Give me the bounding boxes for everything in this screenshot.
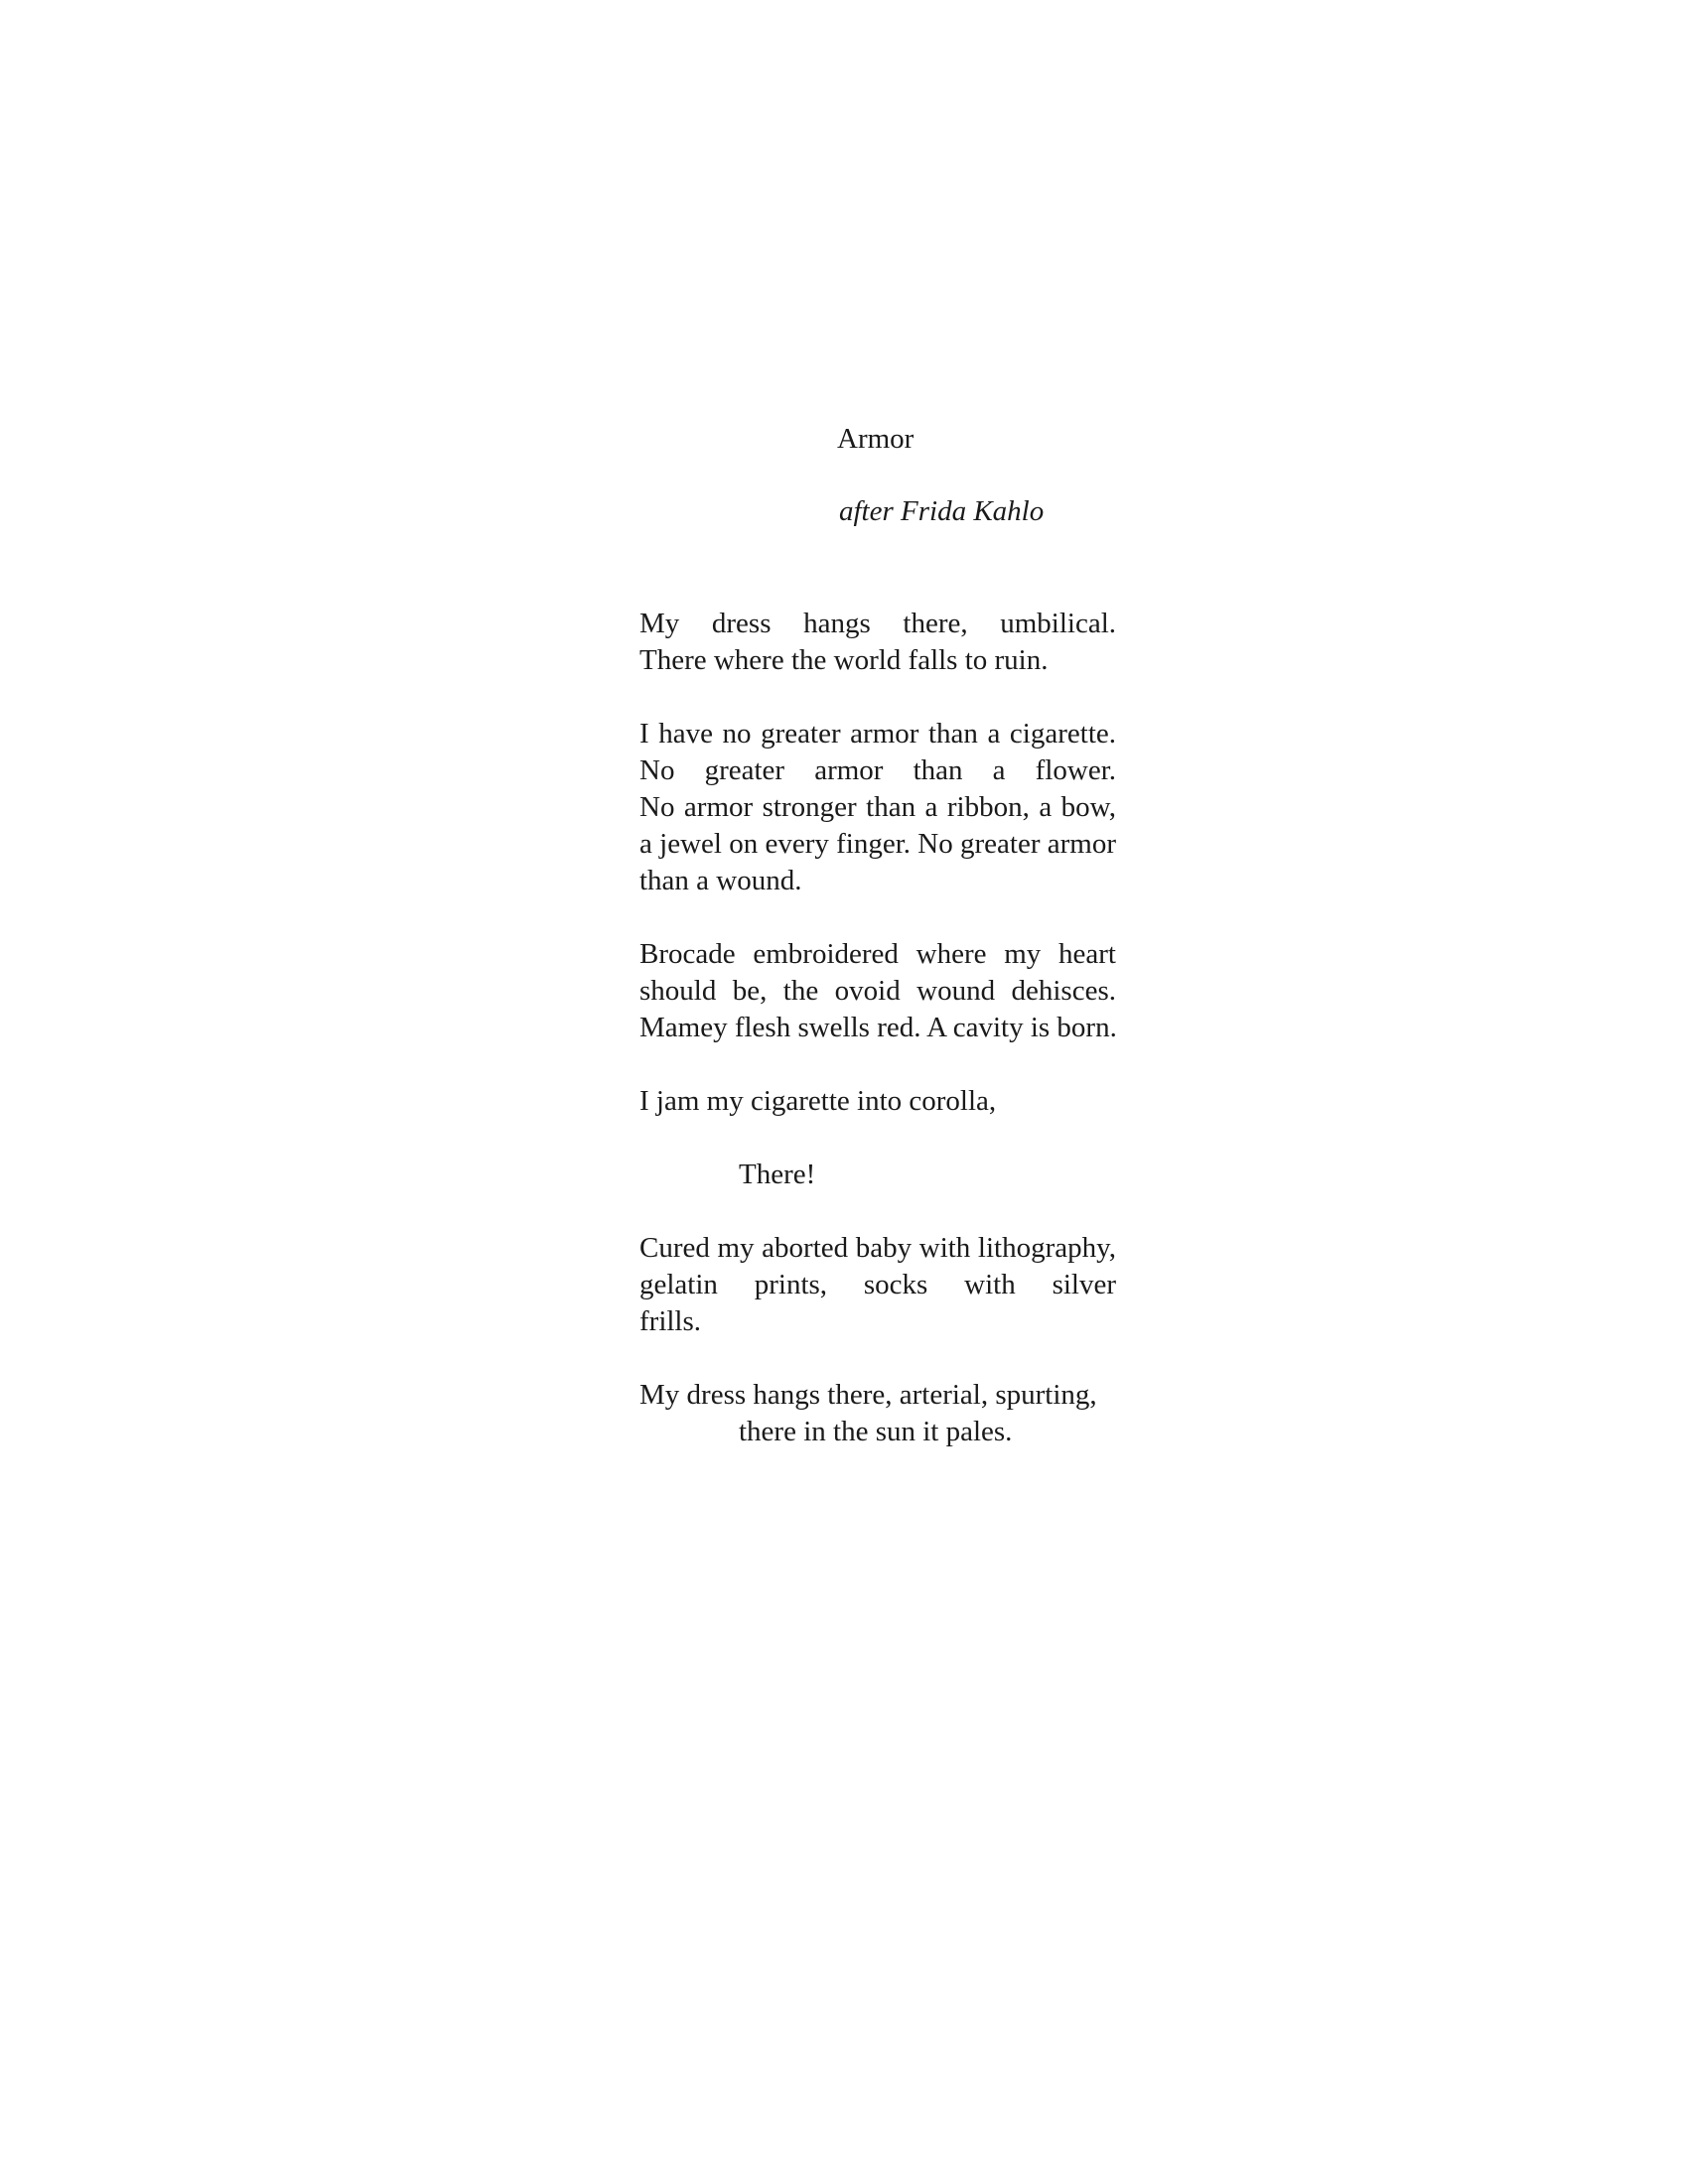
poem-title: Armor — [837, 423, 914, 455]
poem-line: No greater armor than a flower. — [639, 754, 1116, 786]
poem-line: No armor stronger than a ribbon, a bow, — [639, 791, 1116, 823]
stanza-2 — [639, 716, 1116, 899]
poem-line: a jewel on every finger. No greater armor — [639, 828, 1116, 860]
stanza-7 — [639, 1377, 1116, 1450]
stanza-break — [639, 1340, 1116, 1377]
poem-line: Mamey flesh swells red. A cavity is born. — [639, 1012, 1117, 1043]
poem-line: Cured my aborted baby with lithography, — [639, 1232, 1116, 1264]
poem-line: frills. — [639, 1305, 702, 1337]
poem-line: I have no greater armor than a cigarette. — [639, 718, 1116, 750]
poem-body — [639, 606, 1116, 1450]
stanza-break — [639, 899, 1116, 936]
stanza-1 — [639, 606, 1116, 679]
stanza-3 — [639, 936, 1116, 1046]
stanza-break — [639, 1193, 1116, 1230]
stanza-6 — [639, 1230, 1116, 1340]
stanza-4 — [639, 1083, 1116, 1120]
poem-line: there in the sun it pales. — [739, 1416, 1013, 1447]
stanza-break — [639, 679, 1116, 716]
poem-line: Brocade embroidered where my heart — [639, 938, 1116, 970]
poem-line: There where the world falls to ruin. — [639, 644, 1049, 676]
poem-line: should be, the ovoid wound dehisces. — [639, 975, 1116, 1007]
stanza-5 — [639, 1157, 1116, 1193]
poem-line: My dress hangs there, umbilical. — [639, 608, 1116, 639]
poem-line: I jam my cigarette into corolla, — [639, 1085, 997, 1117]
poem-line: There! — [739, 1159, 816, 1190]
poem-epigraph: after Frida Kahlo — [839, 495, 1045, 527]
stanza-break — [639, 1120, 1116, 1157]
poem-line: than a wound. — [639, 865, 802, 896]
poem-line: gelatin prints, socks with silver — [639, 1269, 1116, 1300]
poem-line: My dress hangs there, arterial, spurting, — [639, 1379, 1097, 1411]
stanza-break — [639, 1046, 1116, 1083]
